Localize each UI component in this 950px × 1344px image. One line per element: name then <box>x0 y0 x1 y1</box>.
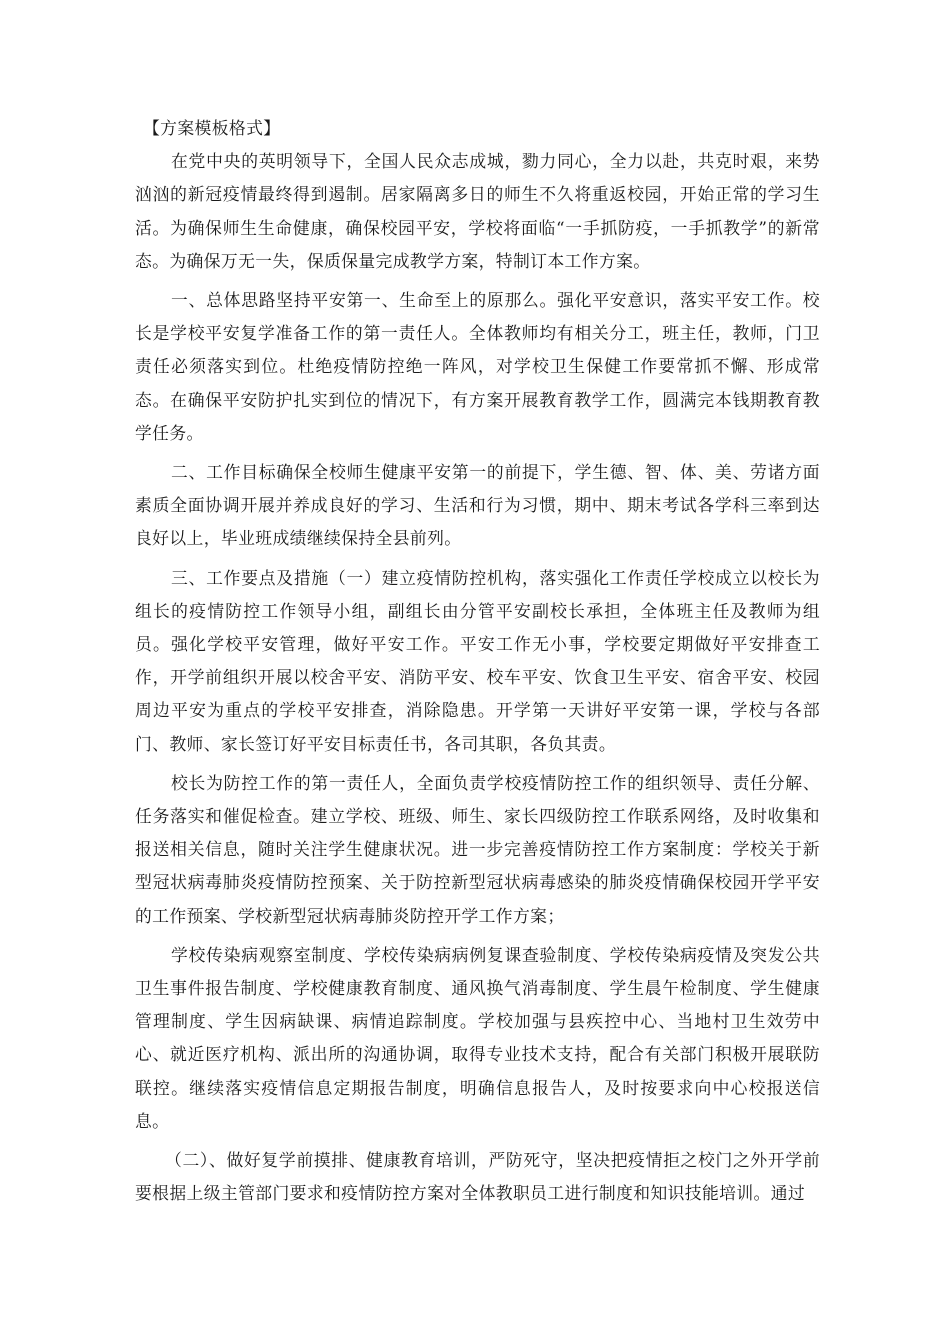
paragraph-overall-approach: 一、总体思路坚持平安第一、生命至上的原那么。强化平安意识，落实平安工作。校长是学校平安复学准备工作的第一责任人。全体教师均有相关分工，班主任，教师，门卫责任必须落实到位。杜绝疫情防控绝一阵风，对学校卫生保健工作要常抓不懈、形成常态。在确保平安防护扎实到位的情况下，有方案开展教育教学工作，圆满完本钱期教育教学任务。 <box>135 290 820 443</box>
document-body <box>135 112 820 1217</box>
paragraph-pre-reopening-training: （二）、做好复学前摸排、健康教育培训，严防死守，坚决把疫情拒之校门之外开学前要根据上级主管部门要求和疫情防控方案对全体教职员工进行制度和知识技能培训。通过 <box>135 1150 820 1204</box>
paragraph-intro: 在党中央的英明领导下，全国人民众志成城，勠力同心，全力以赴，共克时艰，来势汹汹的新冠疫情最终得到遏制。居家隔离多日的师生不久将重返校园，开始正常的学习生活。为确保师生生命健康，确保校园平安，学校将面临“一手抓防疫，一手抓教学”的新常态。为确保万无一失，保质保量完成教学方案，特制订本工作方案。 <box>135 151 820 271</box>
document-heading: 【方案模板格式】 <box>143 118 281 138</box>
paragraph-key-measures: 三、工作要点及措施（一）建立疫情防控机构，落实强化工作责任学校成立以校长为组长的疫情防控工作领导小组，副组长由分管平安副校长承担，全体班主任及教师为组员。强化学校平安管理，做好平安工作。平安工作无小事，学校要定期做好平安排查工作，开学前组织开展以校舍平安、消防平安、校车平安、饮食卫生平安、宿舍平安、校园周边平安为重点的学校平安排查，消除隐患。开学第一天讲好平安第一课，学校与各部门、教师、家长签订好平安目标责任书，各司其职，各负其责。 <box>135 567 820 754</box>
paragraph-school-systems: 学校传染病观察室制度、学校传染病病例复课查验制度、学校传染病疫情及突发公共卫生事件报告制度、学校健康教育制度、通风换气消毒制度、学生晨午检制度、学生健康管理制度、学生因病缺课、病情追踪制度。学校加强与县疾控中心、当地村卫生效劳中心、就近医疗机构、派出所的沟通协调，取得专业技术支持，配合有关部门积极开展联防联控。继续落实疫情信息定期报告制度，明确信息报告人，及时按要求向中心校报送信息。 <box>135 944 820 1131</box>
paragraph-work-goals: 二、工作目标确保全校师生健康平安第一的前提下，学生德、智、体、美、劳诸方面素质全面协调开展并养成良好的学习、生活和行为习惯，期中、期末考试各学科三率到达良好以上，毕业班成绩继续保持全县前列。 <box>135 462 820 549</box>
paragraph-principal-responsibility: 校长为防控工作的第一责任人，全面负责学校疫情防控工作的组织领导、责任分解、任务落实和催促检查。建立学校、班级、师生、家长四级防控工作联系网络，及时收集和报送相关信息，随时关注学生健康状况。进一步完善疫情防控工作方案制度：学校关于新型冠状病毒肺炎疫情防控预案、关于防控新型冠状病毒感染的肺炎疫情确保校园开学平安的工作预案、学校新型冠状病毒肺炎防控开学工作方案； <box>135 772 820 926</box>
